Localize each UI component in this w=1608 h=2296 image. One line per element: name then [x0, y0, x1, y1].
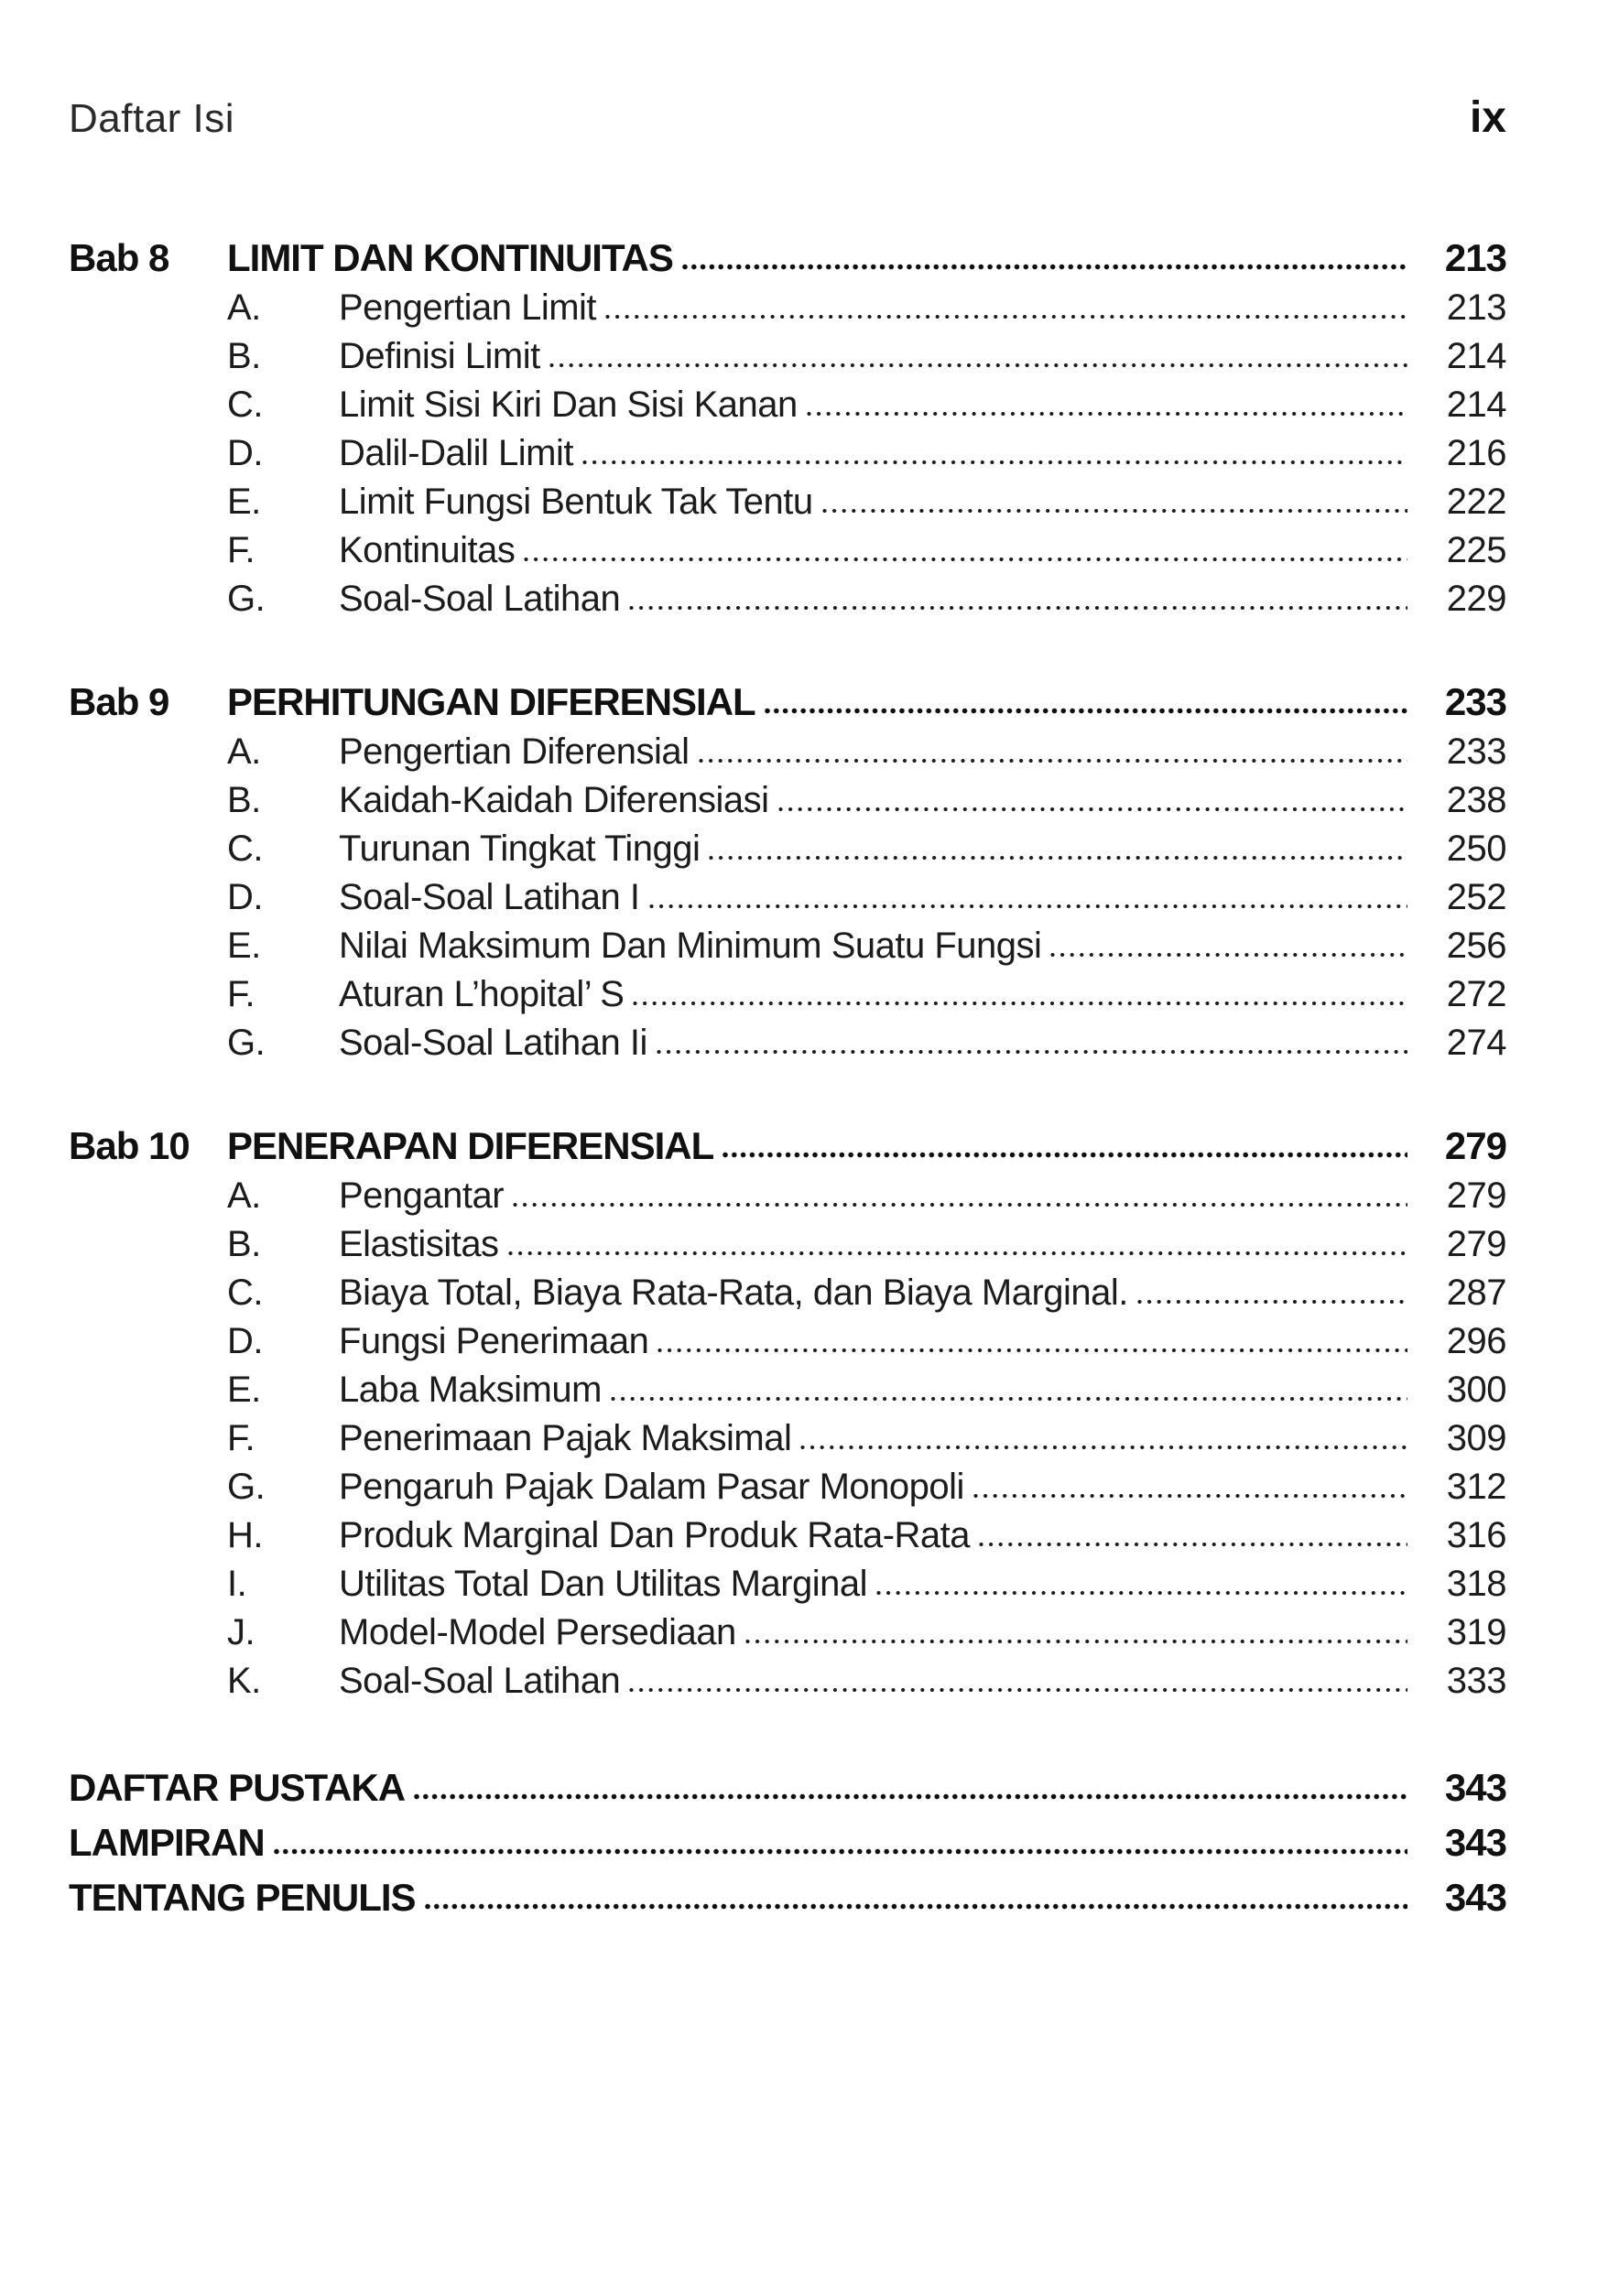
section-page-number: 319 [1446, 1612, 1506, 1652]
dot-leader [699, 758, 1407, 764]
section-page-number: 272 [1446, 974, 1506, 1014]
section-title: Produk Marginal Dan Produk Rata-Rata [339, 1515, 971, 1555]
section-row [69, 970, 1506, 1019]
section-letter: F. [227, 1418, 255, 1458]
section-title: Nilai Maksimum Dan Minimum Suatu Fungsi [339, 926, 1042, 966]
dot-leader [508, 1251, 1407, 1256]
section-title: Utilitas Total Dan Utilitas Marginal [339, 1564, 868, 1604]
section-title: Limit Sisi Kiri Dan Sisi Kanan [339, 384, 798, 425]
section-letter: B. [227, 336, 261, 376]
section-page-number: 229 [1446, 579, 1506, 619]
section-row [69, 1269, 1506, 1317]
section-letter: D. [227, 1321, 263, 1361]
section-letter: A. [227, 731, 261, 772]
chapter-title: LIMIT DAN KONTINUITAS [227, 236, 673, 279]
section-page-number: 214 [1446, 384, 1506, 425]
chapter-block [69, 677, 1506, 1067]
backmatter-row [69, 1760, 1506, 1815]
section-letter: A. [227, 287, 261, 328]
section-page-number: 214 [1446, 336, 1506, 376]
backmatter-title: DAFTAR PUSTAKA [69, 1766, 406, 1809]
section-page-number: 312 [1446, 1467, 1506, 1507]
section-letter: C. [227, 1273, 263, 1313]
section-row [69, 776, 1506, 825]
section-letter: B. [227, 780, 261, 820]
section-title: Elastisitas [339, 1224, 499, 1264]
chapter-row [69, 233, 1506, 284]
section-row [69, 1414, 1506, 1463]
section-title: Dalil-Dalil Limit [339, 433, 573, 473]
table-of-contents [69, 233, 1506, 1706]
section-row [69, 1511, 1506, 1560]
section-title: Turunan Tingkat Tinggi [339, 829, 701, 869]
section-letter: A. [227, 1175, 261, 1216]
section-title: Kontinuitas [339, 530, 516, 570]
chapter-label: Bab 8 [69, 236, 169, 279]
dot-leader [611, 1396, 1407, 1402]
section-letter: E. [227, 1370, 261, 1410]
section-page-number: 274 [1446, 1023, 1506, 1063]
dot-leader [709, 855, 1407, 861]
chapter-label: Bab 9 [69, 680, 169, 723]
section-title: Laba Maksimum [339, 1370, 602, 1410]
section-title: Definisi Limit [339, 336, 540, 376]
section-letter: I. [227, 1564, 247, 1604]
section-title: Limit Fungsi Bentuk Tak Tentu [339, 482, 813, 522]
dot-leader [979, 1542, 1407, 1547]
dot-leader [524, 557, 1407, 562]
dot-leader [657, 1049, 1407, 1055]
backmatter-page-number: 343 [1444, 1821, 1506, 1864]
chapter-page-number: 233 [1444, 680, 1506, 723]
section-page-number: 250 [1446, 829, 1506, 869]
section-letter: D. [227, 433, 263, 473]
section-row [69, 1366, 1506, 1414]
section-row [69, 728, 1506, 776]
backmatter-title: TENTANG PENULIS [69, 1876, 416, 1919]
chapter-row [69, 1121, 1506, 1172]
section-letter: H. [227, 1515, 263, 1555]
backmatter-row [69, 1870, 1506, 1925]
section-title: Kaidah-Kaidah Diferensiasi [339, 780, 769, 820]
section-title: Soal-Soal Latihan I [339, 877, 640, 917]
dot-leader [633, 1001, 1407, 1006]
dot-leader [876, 1590, 1407, 1596]
section-letter: E. [227, 482, 261, 522]
page-number-roman: ix [1469, 93, 1506, 142]
dot-leader [973, 1493, 1407, 1499]
section-letter: G. [227, 579, 266, 619]
section-title: Pengertian Limit [339, 287, 597, 328]
dot-leader [807, 411, 1407, 417]
section-page-number: 318 [1446, 1564, 1506, 1604]
backmatter-title: LAMPIRAN [69, 1821, 265, 1864]
section-page-number: 216 [1446, 433, 1506, 473]
dot-leader [582, 460, 1407, 465]
dot-leader [274, 1848, 1407, 1855]
section-title: Biaya Total, Biaya Rata-Rata, dan Biaya Marginal. [339, 1273, 1128, 1313]
section-row [69, 1657, 1506, 1706]
section-title: Pengaruh Pajak Dalam Pasar Monopoli [339, 1467, 964, 1507]
dot-leader [629, 1687, 1407, 1693]
section-letter: K. [227, 1661, 261, 1701]
page-header [69, 0, 1506, 142]
chapter-row [69, 677, 1506, 728]
chapter-title: PENERAPAN DIFERENSIAL [227, 1124, 714, 1167]
section-row [69, 825, 1506, 873]
dot-leader [682, 264, 1407, 270]
chapter-page-number: 279 [1444, 1124, 1506, 1167]
dot-leader [425, 1903, 1407, 1910]
section-page-number: 279 [1446, 1224, 1506, 1264]
dot-leader [745, 1639, 1407, 1644]
section-row [69, 1317, 1506, 1366]
section-letter: G. [227, 1023, 266, 1063]
section-row [69, 1608, 1506, 1657]
section-title: Model-Model Persediaan [339, 1612, 736, 1652]
section-letter: F. [227, 530, 255, 570]
section-letter: C. [227, 829, 263, 869]
section-page-number: 225 [1446, 530, 1506, 570]
section-letter: C. [227, 384, 263, 425]
section-page-number: 309 [1446, 1418, 1506, 1458]
section-page-number: 300 [1446, 1370, 1506, 1410]
dot-leader [800, 1445, 1407, 1450]
section-row [69, 526, 1506, 575]
section-page-number: 287 [1446, 1273, 1506, 1313]
chapter-block [69, 1121, 1506, 1706]
section-row [69, 284, 1506, 332]
section-page-number: 238 [1446, 780, 1506, 820]
section-title: Penerimaan Pajak Maksimal [339, 1418, 792, 1458]
dot-leader [765, 708, 1407, 714]
dot-leader [513, 1202, 1407, 1208]
section-row [69, 1463, 1506, 1511]
backmatter-page-number: 343 [1444, 1876, 1506, 1919]
section-page-number: 222 [1446, 482, 1506, 522]
section-row [69, 922, 1506, 970]
chapter-block [69, 233, 1506, 623]
section-title: Pengantar [339, 1175, 505, 1216]
section-page-number: 333 [1446, 1661, 1506, 1701]
section-letter: J. [227, 1612, 255, 1652]
section-page-number: 213 [1446, 287, 1506, 328]
section-row [69, 429, 1506, 478]
section-row [69, 575, 1506, 623]
section-row [69, 332, 1506, 381]
section-page-number: 233 [1446, 731, 1506, 772]
section-title: Soal-Soal Latihan [339, 1661, 621, 1701]
chapter-title: PERHITUNGAN DIFERENSIAL [227, 680, 755, 723]
section-letter: B. [227, 1224, 261, 1264]
dot-leader [414, 1793, 1407, 1800]
section-page-number: 296 [1446, 1321, 1506, 1361]
dot-leader [723, 1152, 1407, 1158]
dot-leader [778, 807, 1408, 812]
section-page-number: 316 [1446, 1515, 1506, 1555]
chapter-page-number: 213 [1444, 236, 1506, 279]
section-row [69, 1172, 1506, 1220]
section-page-number: 252 [1446, 877, 1506, 917]
section-row [69, 1560, 1506, 1608]
section-page-number: 256 [1446, 926, 1506, 966]
section-row [69, 1019, 1506, 1067]
section-title: Soal-Soal Latihan Ii [339, 1023, 647, 1063]
section-row [69, 1220, 1506, 1269]
page-title: Daftar Isi [69, 96, 235, 141]
section-letter: D. [227, 877, 263, 917]
section-letter: F. [227, 974, 255, 1014]
section-row [69, 873, 1506, 922]
dot-leader [629, 605, 1407, 611]
dot-leader [549, 363, 1407, 368]
dot-leader [1137, 1299, 1407, 1305]
section-title: Fungsi Penerimaan [339, 1321, 649, 1361]
dot-leader [657, 1348, 1407, 1353]
section-page-number: 279 [1446, 1175, 1506, 1216]
dot-leader [1050, 952, 1407, 958]
section-title: Soal-Soal Latihan [339, 579, 621, 619]
section-row [69, 381, 1506, 429]
chapter-label: Bab 10 [69, 1124, 190, 1167]
section-letter: E. [227, 926, 261, 966]
backmatter-page-number: 343 [1444, 1766, 1506, 1809]
section-title: Pengertian Diferensial [339, 731, 690, 772]
backmatter-list [69, 1760, 1506, 1925]
dot-leader [822, 508, 1407, 514]
section-title: Aturan L’hopital’ S [339, 974, 625, 1014]
backmatter-row [69, 1815, 1506, 1870]
section-row [69, 478, 1506, 526]
dot-leader [649, 904, 1407, 909]
dot-leader [605, 314, 1407, 319]
section-letter: G. [227, 1467, 266, 1507]
